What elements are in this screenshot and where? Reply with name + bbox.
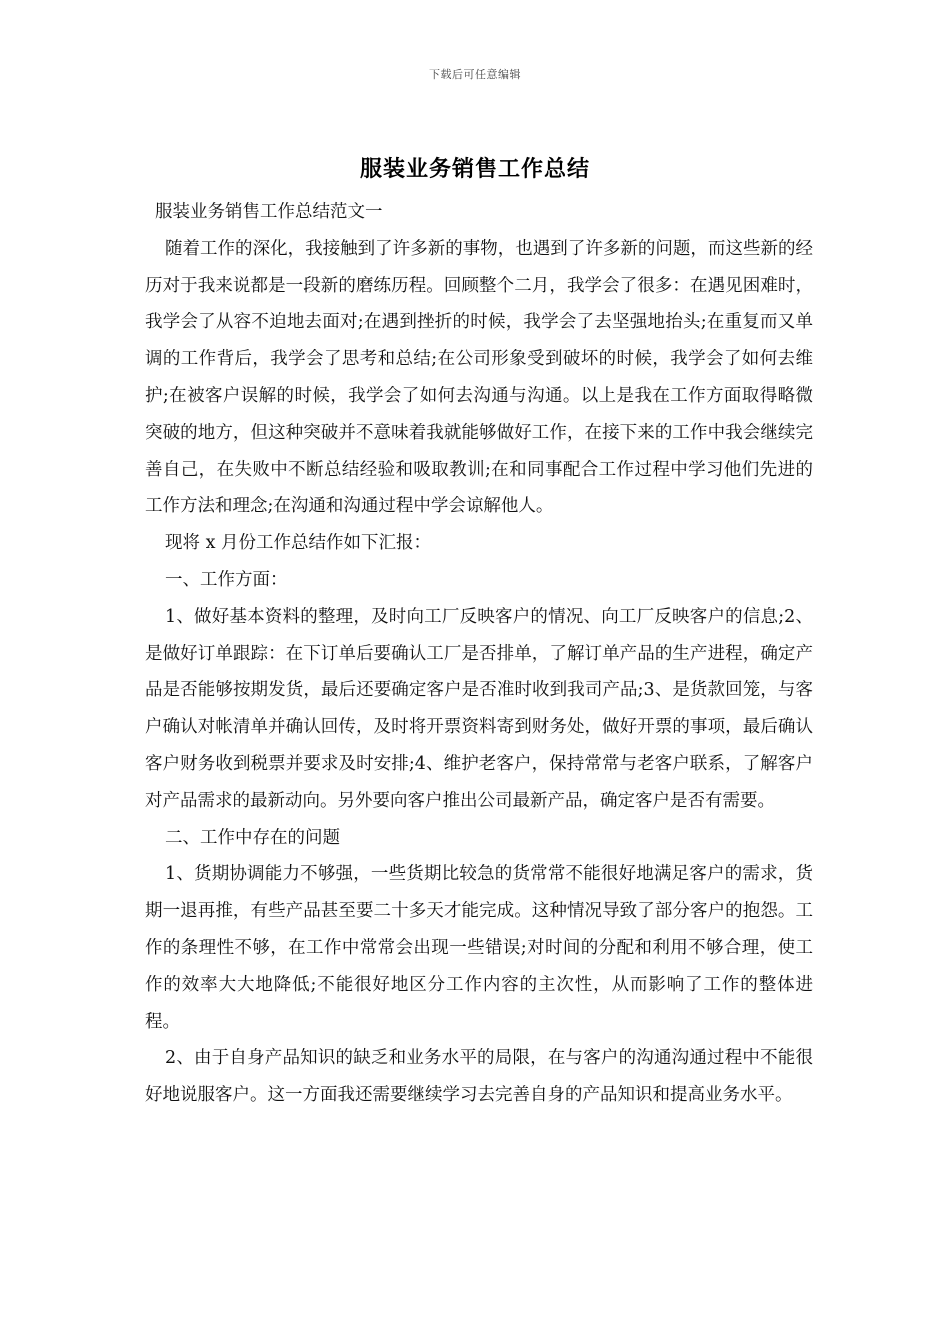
paragraph-report-lead: 现将 x 月份工作总结作如下汇报：	[165, 533, 431, 554]
document-title: 服装业务销售工作总结	[359, 156, 590, 182]
section-subtitle: 服装业务销售工作总结范文一	[155, 202, 383, 222]
paragraph-problem-1: 1、货期协调能力不够强，一些货期比较急的货常常不能很好地满足客户的需求，货期一退再推，有些产品甚至要二十多天才能完成。这种情况导致了部分客户的抱怨。工作的条理性不够，在工作中常常会出现一些错误;对时间的分配和利用不够合理，使工作的效率大大地降低;不能很好地区分工作内容的主次性，从而影响了工作的整体进程。	[145, 864, 813, 1032]
paragraph-problem-2: 2、由于自身产品知识的缺乏和业务水平的局限，在与客户的沟通沟通过程中不能很好地说服客户。这一方面我还需要继续学习去完善自身的产品知识和提高业务水平。	[145, 1048, 813, 1106]
page-header-note: 下载后可任意编辑	[429, 68, 521, 81]
paragraph-work-items: 1、做好基本资料的整理，及时向工厂反映客户的情况、向工厂反映客户的信息;2、是做好订单跟踪：在下订单后要确认工厂是否排单，了解订单产品的生产进程，确定产品是否能够按期发货，最后还要确定客户是否准时收到我司产品;3、是货款回笼，与客户确认对帐清单并确认回传，及时将开票资料寄到财务处，做好开票的事项，最后确认客户财务收到税票并要求及时安排;4、维护老客户，保持常常与老客户联系，了解客户对产品需求的最新动向。另外要向客户推出公司最新产品，确定客户是否有需要。	[145, 606, 813, 811]
section-heading-problems: 二、工作中存在的问题	[165, 827, 340, 848]
paragraph-intro: 随着工作的深化，我接触到了许多新的事物，也遇到了许多新的问题，而这些新的经历对于我来说都是一段新的磨练历程。回顾整个二月，我学会了很多：在遇见困难时，我学会了从容不迫地去面对;在遇到挫折的时候，我学会了去坚强地抬头;在重复而又单调的工作背后，我学会了思考和总结;在公司形象受到破坏的时候，我学会了如何去维护;在被客户误解的时候，我学会了如何去沟通与沟通。以上是我在工作方面取得略微突破的地方，但这种突破并不意味着我就能够做好工作，在接下来的工作中我会继续完善自己，在失败中不断总结经验和吸取教训;在和同事配合工作过程中学习他们先进的工作方法和理念;在沟通和沟通过程中学会谅解他人。	[145, 238, 813, 517]
document-body	[145, 194, 813, 1114]
section-heading-work: 一、工作方面：	[165, 569, 288, 590]
